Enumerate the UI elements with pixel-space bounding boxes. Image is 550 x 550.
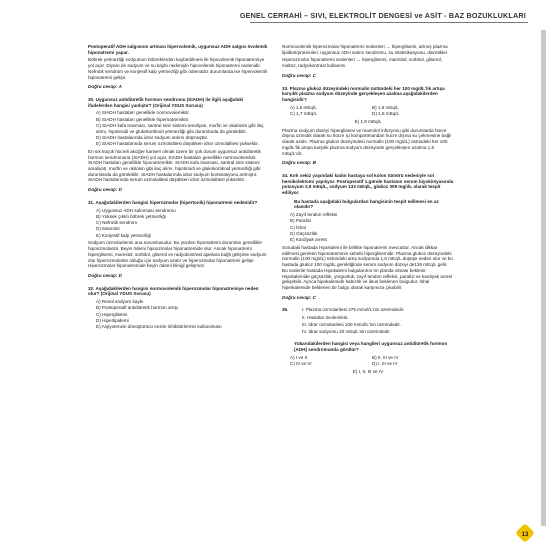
statement: IV. İdrar sodyumu 20 mEq/L'nin üzerindedir.: [302, 329, 391, 334]
answer-label: Doğru cevap: C: [282, 72, 316, 78]
option: D) SIADH hastalarında idrar sodyum atılımı düşmüştür.: [96, 134, 209, 140]
answer-label: Doğru cevap: B: [282, 160, 316, 166]
option: C) Nefrotik sendrom: [96, 220, 138, 226]
question-34: 34. Kırk sekiz yaşındaki kadın hastaya sol kolon tümörü nedeniyle sol hemikolektomi yapılıyor. Postoperatif 1.günde hastanın serum biyokimyasında potasyum 2,9 mEq/L, sodyum 133 mEq/L, glukoz 309 mg/dL olarak tespit ediliyor.: [282, 172, 454, 196]
option: B) SIADH hastaları genellikle hipernatremiktir.: [96, 116, 190, 122]
question-number: 35.: [282, 307, 289, 313]
option: D) I, III ve IV: [372, 361, 398, 367]
side-tab-bar: [541, 30, 546, 526]
header-title: GENEL CERRAHİ – SIVI, ELEKTROLİT DENGESİ ve ASİT - BAZ BOZUKLUKLARI: [239, 11, 526, 20]
question-30: 30. Uygunsuz antidiüretik hormon sendromu (SIADH) ile ilgili aşağıdaki ifadelerden hangisi yanlıştır? (Orijinal YDUS Sorusu): [88, 96, 244, 108]
option: A) Zayıf tendon refleksi: [290, 212, 338, 218]
question-32: 32. Aşağıdakilerden hangisi normovolemik hiperozmolar hiponatremiye neden olur? (Orijinal YDUS Sorusu): [88, 285, 259, 297]
options-30: [96, 110, 268, 147]
options-31: [96, 208, 268, 239]
option: A) Renal sodyum kaybı: [96, 299, 144, 305]
option: E) Anjiyotensin dönüştürücü enzim inhibitörlerinin kullanılması: [96, 324, 222, 330]
option: C) Hiperglisemi: [96, 311, 128, 317]
options-33: [290, 105, 454, 117]
option: C) 1,7 mEq/L: [290, 111, 318, 117]
paragraph: Hiperozmolar hiponatremi nedenleri → hiperglisemi, mannitol, sorbitol, gliserol, maltoz, radyokontrast kullanımı: [282, 57, 443, 69]
option: D) 1,8 mEq/L: [372, 111, 400, 117]
page-header: [0, 0, 550, 30]
option: B) II, III ve IV: [372, 354, 399, 360]
explanation: En sık küçük hücreli akciğer kanseri olmak üzere bir çok durum uygunsuz antidiüretik hormon sendromuna (SIADH) yol açar. SIADH hastaları genellikle normovolemiktir. SIADH hastaları genellikle hiponatremiktir. SIADH kafa travması, santral sinir sistemi amaliyatı, morfin ve okitosin gibi ilaç alımı, hipotiroidi ve glukokortikoid yetmezliği gibi durumlarda da görülebilir. SIADH hastalarında idrar sodyum konstrasyonu artmıştır. SIADH hastalarında serum ozmolalitesi düşükken idrar ozmolalitesi yüksektir.: [88, 148, 261, 183]
option: E) SIADH hastalarında serum ozmolalitesi düşükken idrar ozmolalitesi yüksektir.: [96, 141, 259, 147]
explanation: Sodyum ozmolaritenin ana sorumlusudur. Bu yüzden hiponatremi durumları genellikle hipoozmolardır. Beyin ödemi hipoozmolar hiponatremide olur. Ancak hiponatremi hiperglisemi, mannitol, sorbitol, gliserol ve radyokontrast ajanlara bağlı gelişirse sodyum dışı hiperozmolarite olduğu için sodyum azalır ve hiperozmolar hiponatremi gelişir. Hiperozmolar hiponatremide beyin ödemi klinigi gelişmez.: [88, 240, 267, 269]
explanation: Sorudaki hastada Hipokalemi ile birlikte hiponatremi mevcuttur. Ancak dikkat edilmesi gereken hiponatreminin sebebi hiperglisemidir. Plazma glukoz düzeyindeki normalin (100 mg/dL) üstündeki artış sodyumda 1,6 mEq/L düşüşe neden olur ve bu hastada glukoz 100 mg/dL gerektiğinde serum sodyum düzeyi de136 mEq/L gelir. Bu nedenle hastada Hipokalemi bulgularının ön planda olması beklenir. Hipokalemide güçsüzlük, yorgunluk, zayıf tendon refleksi, paralizi ve kardiyak arrest gelişebilir. Ayrıca hipokalemide kabızlık ve ileus beklenen bulgudur. İshal hiperkalemide beklenen bir bulgu olarak karşımıza çıkabilir.: [282, 245, 453, 290]
left-column: [88, 44, 268, 332]
explanation: Plazma sodyum düzeyi hiperglisemi ve mannitol infüzyonu gibi durumlarda hücre dışına ozmotik olarak su hücre içi kompartmandan hücre dışına su çekmesine bağlı olarak azalır. Plazma glukoz düzeyindeki normalin (100 mg/dL) üstündeki her 100 mg/dL'lik artışa karşılık plazma sodyum düzeyinde gerçekleşen azalma 1,6 mEq/L'dir.: [282, 127, 452, 156]
option: C) İshal: [290, 224, 306, 230]
options-32: [96, 299, 268, 330]
page-number: 13: [521, 532, 529, 538]
option: E) I, II, III ve IV: [352, 369, 384, 375]
question-35-text: Yukarıdakilerden hangisi veya hangileri uygunsuz antidiüretik hormon (ADH) sendromunda görülür?: [294, 341, 448, 352]
option: D) Hiperlipidemi: [96, 317, 129, 323]
option: A) SIADH hastaları genellikle normovolemiktir.: [96, 110, 190, 116]
option: A) I ve II: [290, 354, 308, 360]
question-31: 31. Aşağıdakilerden hangisi hiperozmolar (hipertonik) hiponatremi nedenidir?: [88, 199, 258, 205]
right-column: [282, 44, 454, 375]
question-35: [282, 307, 454, 338]
paragraph: Postoperatif ADH salgısının artması hipervolemik, uygunsuz ADH salgısı övolemik hiponatremi yapar.: [88, 44, 268, 55]
answer-label: Doğru cevap: D: [88, 272, 122, 278]
statement-list: [302, 307, 404, 336]
option: C) III ve IV: [290, 361, 312, 367]
option: B) 1,6 mEq/L: [372, 104, 399, 110]
option: B) Paralizi: [290, 218, 311, 224]
statement: I. Plazma ozmolaritesi 275 mmol/L'nin üzerindedir.: [302, 307, 405, 313]
option: B) Postoperatif antidiüretik hormon artışı: [96, 305, 179, 311]
option: E) Kardiyak arrest: [290, 237, 327, 243]
paragraph: Normovolemik hiperozmolar hiponatremi nedenleri → hiperglisemi, artmış plazma lipidleri/proteinleri, uygunsuz ADH salımı sendromu, su intoksikasyonu, diüretikler: [282, 44, 448, 55]
question-33: 33. Plazma glukoz düzeyindeki normalin üstündeki her 100 mg/dL'lik artışa karşılık plazma sodyum düzeyinde gerçekleşen azalma aşağıdakilerden hangisidir?: [282, 85, 445, 102]
option: B) Yüksek çıktılı böbrek yetmezliği: [96, 213, 166, 219]
option: A) 1,5 mEq/L: [290, 104, 317, 110]
option: A) Uygunsuz ADH salınması sendromu: [96, 207, 176, 213]
header-rule: [250, 22, 528, 23]
statement: III. İdrar ozmolaritesi 100 mmol/L'nin üzerindedir.: [302, 321, 401, 327]
option: E) 1,9 mEq/L: [354, 119, 382, 125]
answer-label: Doğru cevap: C: [282, 294, 316, 300]
option: D) Güçsüzlük: [290, 231, 318, 237]
options-35: [290, 355, 454, 367]
answer-label: Doğru cevap: A: [88, 84, 122, 90]
options-34: [290, 212, 454, 243]
answer-label: Doğru cevap: D: [88, 187, 122, 193]
question-34-sub: Bu hastada aşağıdaki bulgulardan hangisinin tespit edilmesi en az olasıdır?: [294, 198, 439, 210]
option: D) Mannitol: [96, 226, 120, 232]
option: C) SIADH kafa travması, santral sinir sistemi amaliyatı, morfin ve okaitosin gibi ilaç alımı, hipotiroidi ve glukokortikoid yetmezliği gibi durumlarda da görülebilir.: [96, 122, 264, 134]
paragraph: Böbrek yetmezliği sodyumun böbreklerden kaybedilmesi ile hipovolemik hiponatremiye yol açar. Diyare de sodyum ve su kaybı nedeniyle hipovolemik hiponatremi nedenidir. Nefrotik sendrom ve konjestif kalp yetmezliği gibi ödematöz durumlarda ise hipervolemik hiponatremi gelişir.: [88, 57, 268, 80]
option: E) Konjestif kalp yetmezliği: [96, 232, 151, 238]
statement: II. Hastalar övolemiktir.: [302, 314, 349, 320]
